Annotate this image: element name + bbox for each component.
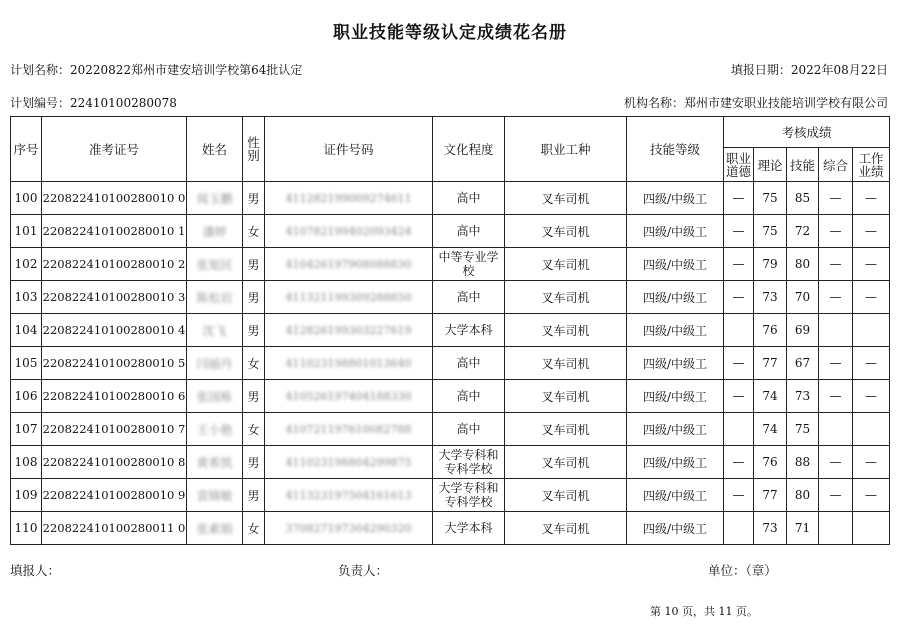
row-level: 四级/中级工 (627, 347, 724, 380)
row-education: 高中 (433, 347, 505, 380)
col-scores-group: 考核成绩 (724, 117, 890, 148)
row-occupation: 叉车司机 (505, 479, 627, 512)
row-id-no: 411023198801013640 (265, 347, 433, 380)
row-id-no: 411321199309288850 (265, 281, 433, 314)
row-skill: 67 (787, 347, 819, 380)
col-gender: 性别 (243, 117, 265, 182)
row-occupation: 叉车司机 (505, 248, 627, 281)
table-row (11, 281, 890, 314)
col-skill: 技能 (787, 148, 819, 182)
row-gender: 男 (243, 380, 265, 413)
col-exam-no: 准考证号 (42, 117, 187, 182)
score-roster-table (10, 116, 890, 545)
row-level: 四级/中级工 (627, 314, 724, 347)
row-overall: — (819, 182, 853, 215)
row-occupation: 叉车司机 (505, 512, 627, 545)
unit-seal-label: 单位：（章） (708, 563, 777, 578)
table-row (11, 512, 890, 545)
row-id-no: 411323197504161613 (265, 479, 433, 512)
row-name: 王小艳 (187, 413, 243, 446)
row-performance: — (853, 281, 890, 314)
fill-date: 填报日期：2022年08月22日 (730, 63, 888, 77)
row-seq: 109 (11, 479, 42, 512)
row-ethics: — (724, 248, 754, 281)
row-ethics: — (724, 479, 754, 512)
table-row (11, 479, 890, 512)
col-seq: 序号 (11, 117, 42, 182)
col-name: 姓名 (187, 117, 243, 182)
row-gender: 女 (243, 413, 265, 446)
row-id-no: 412826199303227619 (265, 314, 433, 347)
row-performance (853, 512, 890, 545)
table-row (11, 314, 890, 347)
row-name: 张旭民 (187, 248, 243, 281)
row-level: 四级/中级工 (627, 512, 724, 545)
row-overall: — (819, 248, 853, 281)
table-row (11, 215, 890, 248)
row-name: 潘婷 (187, 215, 243, 248)
row-exam-no: 220822410100280010 0 (42, 182, 187, 215)
row-performance: — (853, 248, 890, 281)
row-level: 四级/中级工 (627, 281, 724, 314)
col-level: 技能等级 (627, 117, 724, 182)
row-education: 大学本科 (433, 512, 505, 545)
row-exam-no: 220822410100280010 6 (42, 380, 187, 413)
row-performance: — (853, 347, 890, 380)
row-level: 四级/中级工 (627, 248, 724, 281)
header-row (11, 117, 890, 148)
row-seq: 103 (11, 281, 42, 314)
row-gender: 男 (243, 281, 265, 314)
row-gender: 女 (243, 512, 265, 545)
row-seq: 108 (11, 446, 42, 479)
document-title: 职业技能等级认定成绩花名册 (333, 23, 567, 43)
row-level: 四级/中级工 (627, 446, 724, 479)
row-skill: 70 (787, 281, 819, 314)
row-occupation: 叉车司机 (505, 413, 627, 446)
row-id-no: 410526197404188330 (265, 380, 433, 413)
col-education: 文化程度 (433, 117, 505, 182)
row-id-no: 410721197610082788 (265, 413, 433, 446)
row-overall: — (819, 380, 853, 413)
row-gender: 男 (243, 446, 265, 479)
row-education: 高中 (433, 281, 505, 314)
row-overall: — (819, 446, 853, 479)
row-occupation: 叉车司机 (505, 347, 627, 380)
row-occupation: 叉车司机 (505, 215, 627, 248)
row-exam-no: 220822410100280010 8 (42, 446, 187, 479)
plan-number: 计划编号：22410100280078 (10, 96, 177, 110)
row-id-no: 411023198804299875 (265, 446, 433, 479)
row-level: 四级/中级工 (627, 413, 724, 446)
row-seq: 106 (11, 380, 42, 413)
row-id-no: 411282199009274611 (265, 182, 433, 215)
row-name: 闫丽丹 (187, 347, 243, 380)
manager-label: 负责人： (338, 563, 389, 578)
row-exam-no: 220822410100280010 7 (42, 413, 187, 446)
row-occupation: 叉车司机 (505, 380, 627, 413)
row-name: 张国栋 (187, 380, 243, 413)
row-education: 大学专科和专科学校 (433, 446, 505, 479)
row-skill: 80 (787, 248, 819, 281)
row-skill: 88 (787, 446, 819, 479)
row-occupation: 叉车司机 (505, 314, 627, 347)
plan-name: 计划名称：20220822郑州市建安培训学校第64批认定 (10, 63, 303, 77)
row-skill: 72 (787, 215, 819, 248)
row-seq: 110 (11, 512, 42, 545)
row-gender: 男 (243, 314, 265, 347)
page-info: 第 10 页，共 11 页。 (650, 605, 758, 618)
row-level: 四级/中级工 (627, 215, 724, 248)
row-exam-no: 220822410100280010 3 (42, 281, 187, 314)
row-ethics: — (724, 347, 754, 380)
row-ethics: — (724, 215, 754, 248)
row-theory: 76 (754, 314, 787, 347)
row-skill: 73 (787, 380, 819, 413)
row-name: 陈松岩 (187, 281, 243, 314)
table-row (11, 446, 890, 479)
table-row (11, 413, 890, 446)
filler-label: 填报人： (10, 563, 61, 578)
row-gender: 女 (243, 347, 265, 380)
row-education: 高中 (433, 182, 505, 215)
row-name: 袁锦敏 (187, 479, 243, 512)
row-performance: — (853, 215, 890, 248)
row-education: 高中 (433, 380, 505, 413)
row-name: 张素娟 (187, 512, 243, 545)
col-ethics: 职业道德 (724, 148, 754, 182)
row-overall (819, 413, 853, 446)
col-performance: 工作业绩 (853, 148, 890, 182)
row-education: 高中 (433, 413, 505, 446)
row-gender: 女 (243, 215, 265, 248)
row-education: 中等专业学校 (433, 248, 505, 281)
row-gender: 男 (243, 182, 265, 215)
row-overall: — (819, 281, 853, 314)
row-overall (819, 512, 853, 545)
row-ethics: — (724, 446, 754, 479)
organization-name: 机构名称：郑州市建安职业技能培训学校有限公司 (623, 96, 888, 110)
row-occupation: 叉车司机 (505, 182, 627, 215)
row-ethics: — (724, 380, 754, 413)
row-theory: 75 (754, 182, 787, 215)
row-exam-no: 220822410100280010 4 (42, 314, 187, 347)
row-gender: 男 (243, 479, 265, 512)
table-row (11, 182, 890, 215)
row-ethics: — (724, 182, 754, 215)
row-skill: 71 (787, 512, 819, 545)
row-exam-no: 220822410100280010 9 (42, 479, 187, 512)
row-ethics (724, 314, 754, 347)
row-overall: — (819, 479, 853, 512)
row-education: 大学本科 (433, 314, 505, 347)
row-theory: 77 (754, 347, 787, 380)
table-row (11, 380, 890, 413)
row-theory: 76 (754, 446, 787, 479)
row-name: 沈飞 (187, 314, 243, 347)
row-theory: 74 (754, 413, 787, 446)
row-overall: — (819, 215, 853, 248)
row-ethics: — (724, 281, 754, 314)
row-exam-no: 220822410100280010 1 (42, 215, 187, 248)
row-name: 周玉鹏 (187, 182, 243, 215)
row-performance: — (853, 479, 890, 512)
row-skill: 80 (787, 479, 819, 512)
row-overall (819, 314, 853, 347)
col-id-no: 证件号码 (265, 117, 433, 182)
row-theory: 73 (754, 281, 787, 314)
row-exam-no: 220822410100280010 5 (42, 347, 187, 380)
row-level: 四级/中级工 (627, 479, 724, 512)
row-seq: 105 (11, 347, 42, 380)
row-ethics (724, 413, 754, 446)
row-seq: 102 (11, 248, 42, 281)
row-gender: 男 (243, 248, 265, 281)
col-overall: 综合 (819, 148, 853, 182)
row-performance (853, 314, 890, 347)
row-theory: 74 (754, 380, 787, 413)
row-exam-no: 220822410100280011 0 (42, 512, 187, 545)
col-occupation: 职业工种 (505, 117, 627, 182)
row-skill: 75 (787, 413, 819, 446)
row-level: 四级/中级工 (627, 380, 724, 413)
row-education: 高中 (433, 215, 505, 248)
row-seq: 100 (11, 182, 42, 215)
row-theory: 77 (754, 479, 787, 512)
row-performance: — (853, 446, 890, 479)
row-occupation: 叉车司机 (505, 281, 627, 314)
row-id-no: 410782199402093424 (265, 215, 433, 248)
table-row (11, 248, 890, 281)
row-overall: — (819, 347, 853, 380)
row-seq: 104 (11, 314, 42, 347)
row-occupation: 叉车司机 (505, 446, 627, 479)
row-theory: 79 (754, 248, 787, 281)
row-performance: — (853, 380, 890, 413)
row-performance: — (853, 182, 890, 215)
row-id-no: 370827197304290320 (265, 512, 433, 545)
row-performance (853, 413, 890, 446)
row-theory: 73 (754, 512, 787, 545)
roster-body (11, 182, 890, 545)
row-education: 大学专科和专科学校 (433, 479, 505, 512)
row-name: 黄希凯 (187, 446, 243, 479)
table-row (11, 347, 890, 380)
row-seq: 107 (11, 413, 42, 446)
row-exam-no: 220822410100280010 2 (42, 248, 187, 281)
row-level: 四级/中级工 (627, 182, 724, 215)
row-skill: 69 (787, 314, 819, 347)
row-ethics (724, 512, 754, 545)
col-theory: 理论 (754, 148, 787, 182)
row-skill: 85 (787, 182, 819, 215)
row-id-no: 410426197908088830 (265, 248, 433, 281)
row-theory: 75 (754, 215, 787, 248)
row-seq: 101 (11, 215, 42, 248)
